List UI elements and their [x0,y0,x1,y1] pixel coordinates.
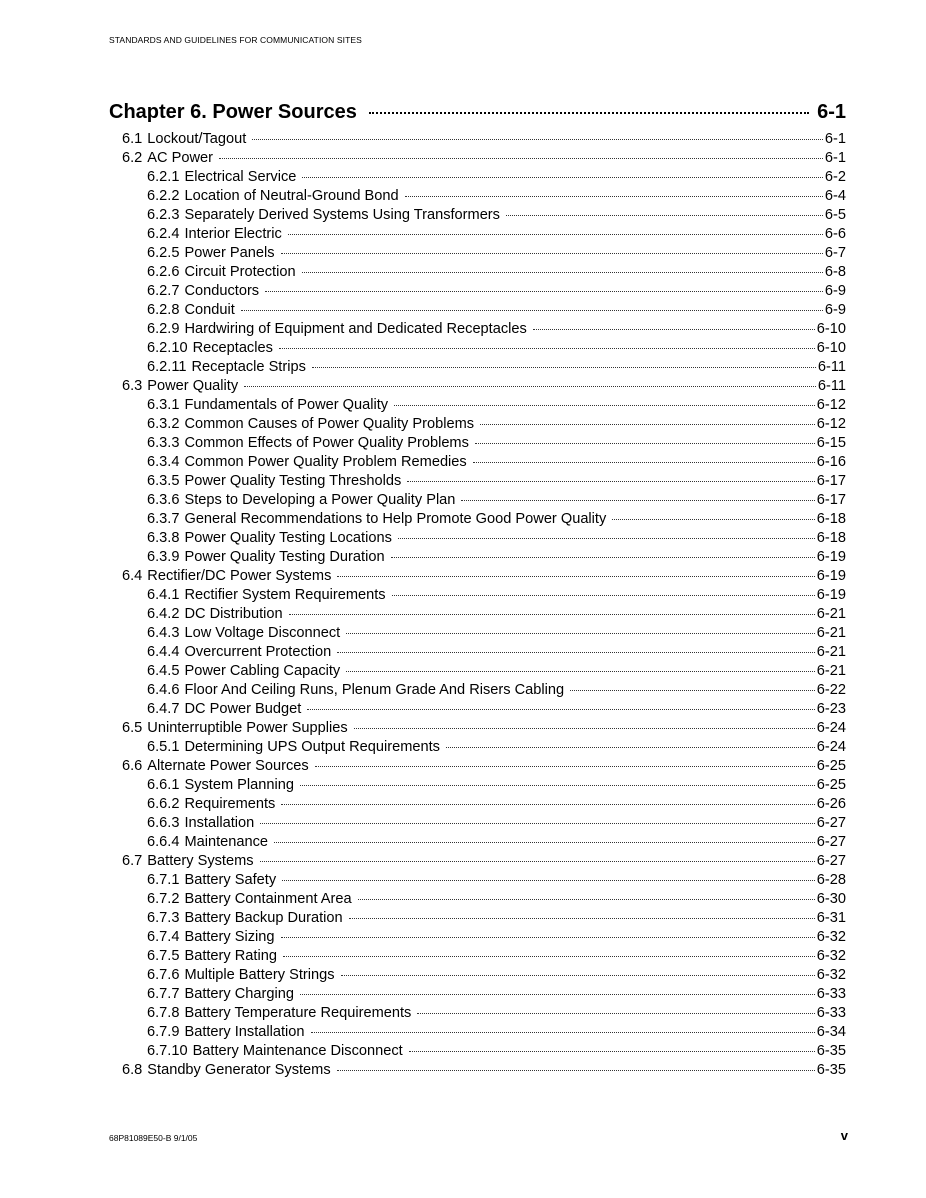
toc-entry-number: 6.8 [122,1062,143,1078]
dot-leader [281,252,823,254]
dot-leader [302,271,823,273]
toc-entry-title: Battery Safety [184,872,277,888]
toc-entry[interactable] [147,833,846,852]
toc-entry-number: 6.4.5 [147,663,180,679]
toc-entry-title: Battery Backup Duration [184,910,343,926]
toc-entry-number: 6.4.2 [147,606,180,622]
toc-entry-page: 6-9 [824,283,846,299]
toc-entry-title: Multiple Battery Strings [184,967,335,983]
toc-entry[interactable] [147,434,846,453]
dot-leader [417,1012,814,1014]
toc-entry[interactable] [147,776,846,795]
toc-entry-title: Common Power Quality Problem Remedies [184,454,467,470]
toc-entry-title: Overcurrent Protection [184,644,332,660]
toc-entry-number: 6.2.10 [147,340,188,356]
dot-leader [311,1031,815,1033]
toc-entry-number: 6.4 [122,568,143,584]
toc-entry-page: 6-32 [816,948,846,964]
toc-entry[interactable] [147,624,846,643]
dot-leader [219,157,823,159]
toc-entry-page: 6-7 [824,245,846,261]
toc-entry-page: 6-35 [816,1043,846,1059]
toc-entry-number: 6.7.6 [147,967,180,983]
toc-entry-page: 6-9 [824,302,846,318]
toc-entry-page: 6-32 [816,929,846,945]
toc-entry-title: Conduit [184,302,235,318]
toc-entry[interactable] [147,453,846,472]
toc-entry-page: 6-25 [816,777,846,793]
toc-entry-number: 6.7.8 [147,1005,180,1021]
toc-entry-page: 6-2 [824,169,846,185]
toc-entry-number: 6.7.9 [147,1024,180,1040]
toc-entry-number: 6.2.9 [147,321,180,337]
toc-entry-title: Battery Installation [184,1024,305,1040]
toc-entry-page: 6-1 [824,131,846,147]
toc-entry-page: 6-22 [816,682,846,698]
toc-entry-title: Power Panels [184,245,275,261]
dot-leader [244,385,816,387]
toc-entry-number: 6.3 [122,378,143,394]
toc-entry-title: Electrical Service [184,169,297,185]
toc-entry-page: 6-17 [816,492,846,508]
dot-leader [369,111,809,114]
toc-entry-number: 6.7.4 [147,929,180,945]
toc-entry-number: 6.3.3 [147,435,180,451]
toc-entry-page: 6-28 [816,872,846,888]
toc-entry-page: 6-19 [816,568,846,584]
dot-leader [281,803,814,805]
dot-leader [312,366,816,368]
toc-entry-title: Common Causes of Power Quality Problems [184,416,475,432]
toc-entry-number: 6.2.11 [147,359,187,375]
toc-entry-title: Alternate Power Sources [147,758,309,774]
toc-entry-number: 6.6.2 [147,796,180,812]
toc-entry-title: System Planning [184,777,294,793]
toc-entry[interactable] [122,130,846,149]
toc-entry-page: 6-8 [824,264,846,280]
dot-leader [473,461,815,463]
toc-entry-title: AC Power [147,150,213,166]
toc-entry[interactable] [147,681,846,700]
toc-entry-page: 6-27 [816,815,846,831]
dot-leader [391,556,815,558]
toc-entry-page: 6-35 [816,1062,846,1078]
dot-leader [302,176,823,178]
toc-entry-page: 6-19 [816,549,846,565]
toc-entry-page: 6-11 [817,378,846,394]
dot-leader [260,822,815,824]
toc-entry-page: 6-33 [816,1005,846,1021]
dot-leader [405,195,823,197]
dot-leader [533,328,815,330]
chapter-page: 6-1 [817,101,846,123]
toc-entry-number: 6.5.1 [147,739,180,755]
toc-entry-title: Separately Derived Systems Using Transformers [184,207,500,223]
running-header: STANDARDS AND GUIDELINES FOR COMMUNICATION SITES [109,35,362,45]
toc-entry[interactable] [147,472,846,491]
toc-entry-page: 6-34 [816,1024,846,1040]
toc-entry-number: 6.2.3 [147,207,180,223]
toc-entry[interactable] [147,738,846,757]
toc-entry-title: Standby Generator Systems [147,1062,331,1078]
toc-entry[interactable] [147,187,846,206]
toc-entry[interactable] [122,377,846,396]
dot-leader [337,575,814,577]
toc-entry-page: 6-6 [824,226,846,242]
toc-entry[interactable] [122,852,846,871]
toc-entry[interactable] [147,966,846,985]
toc-entry[interactable] [147,320,846,339]
toc-entry[interactable] [147,586,846,605]
dot-leader [337,651,815,653]
toc-entry[interactable] [147,890,846,909]
toc-entry-title: Battery Rating [184,948,277,964]
toc-entry[interactable] [147,510,846,529]
toc-entry-page: 6-10 [816,340,846,356]
toc-entry-number: 6.7.5 [147,948,180,964]
toc-entry-number: 6.3.2 [147,416,180,432]
toc-entry-title: Low Voltage Disconnect [184,625,341,641]
toc-entry[interactable] [147,795,846,814]
toc-entry-page: 6-27 [816,834,846,850]
toc-entry-page: 6-32 [816,967,846,983]
toc-entry-title: Battery Charging [184,986,294,1002]
toc-entry-number: 6.3.4 [147,454,180,470]
toc-entry-page: 6-24 [816,739,846,755]
toc-entry-page: 6-21 [816,606,846,622]
toc-entry[interactable] [147,168,846,187]
toc-entry-page: 6-18 [816,530,846,546]
toc-entry-number: 6.2.6 [147,264,180,280]
dot-leader [283,955,815,957]
toc-entry-number: 6.3.9 [147,549,180,565]
toc-entry-title: Lockout/Tagout [147,131,247,147]
toc-entry-number: 6.3.5 [147,473,180,489]
toc-entry-page: 6-21 [816,625,846,641]
toc-entry-page: 6-19 [816,587,846,603]
toc-entry-title: Battery Sizing [184,929,275,945]
toc-entry-title: Power Quality Testing Duration [184,549,385,565]
toc-entry-number: 6.6.1 [147,777,180,793]
toc-entry-page: 6-21 [816,644,846,660]
toc-entry-page: 6-15 [816,435,846,451]
chapter-title: Chapter 6. Power Sources [109,101,357,123]
toc-entry-page: 6-5 [824,207,846,223]
toc-entry[interactable] [147,605,846,624]
toc-entry-title: DC Power Budget [184,701,302,717]
toc-entry[interactable] [147,909,846,928]
toc-entry-page: 6-16 [816,454,846,470]
toc-entry-title: Circuit Protection [184,264,296,280]
toc-entry-page: 6-30 [816,891,846,907]
toc-entry-title: Determining UPS Output Requirements [184,739,440,755]
toc-entry-number: 6.3.8 [147,530,180,546]
toc-entry-number: 6.2.1 [147,169,180,185]
toc-entry[interactable] [147,358,846,377]
toc-entry-title: Interior Electric [184,226,282,242]
toc-entry-page: 6-27 [816,853,846,869]
toc-entry[interactable] [122,567,846,586]
toc-entry-title: Power Quality Testing Locations [184,530,392,546]
toc-entry-title: Floor And Ceiling Runs, Plenum Grade And Risers Cabling [184,682,565,698]
toc-entry[interactable] [122,757,846,776]
toc-entry-page: 6-12 [816,397,846,413]
toc-entry-number: 6.2 [122,150,143,166]
toc-entry-number: 6.2.2 [147,188,180,204]
toc-entry-title: Power Quality Testing Thresholds [184,473,402,489]
dot-leader [349,917,815,919]
dot-leader [315,765,815,767]
toc-entry-title: Fundamentals of Power Quality [184,397,389,413]
toc-entry[interactable] [147,301,846,320]
dot-leader [392,594,815,596]
toc-entry-title: Battery Maintenance Disconnect [192,1043,403,1059]
toc-entry-title: Common Effects of Power Quality Problems [184,435,469,451]
dot-leader [282,879,815,881]
toc-entry-title: Conductors [184,283,260,299]
toc-entry[interactable] [147,643,846,662]
toc-entry[interactable] [147,1023,846,1042]
toc-entry-number: 6.7.2 [147,891,180,907]
toc-entry-page: 6-10 [816,321,846,337]
dot-leader [337,1069,815,1071]
toc-entry-number: 6.7.3 [147,910,180,926]
toc-entry[interactable] [147,529,846,548]
toc-entry-page: 6-33 [816,986,846,1002]
toc-entry[interactable] [147,662,846,681]
toc-entry[interactable] [147,263,846,282]
toc-entry-page: 6-21 [816,663,846,679]
dot-leader [289,613,815,615]
toc-entry[interactable] [147,814,846,833]
toc-entry-number: 6.4.7 [147,701,180,717]
toc-entry[interactable] [147,339,846,358]
dot-leader [354,727,815,729]
page-number: v [840,1128,848,1143]
toc-entry-number: 6.6.3 [147,815,180,831]
toc-entry-page: 6-1 [824,150,846,166]
toc-entry[interactable] [147,225,846,244]
dot-leader [281,936,815,938]
toc-entry-number: 6.1 [122,131,143,147]
dot-leader [461,499,814,501]
dot-leader [274,841,815,843]
dot-leader [446,746,815,748]
dot-leader [398,537,815,539]
toc-entry-title: Battery Temperature Requirements [184,1005,412,1021]
toc-entry[interactable] [122,149,846,168]
toc-entry[interactable] [147,1004,846,1023]
dot-leader [407,480,814,482]
toc-entry-number: 6.3.1 [147,397,180,413]
toc-entry-page: 6-23 [816,701,846,717]
dot-leader [475,442,815,444]
toc-entry-title: Battery Systems [147,853,254,869]
toc-entry-number: 6.3.6 [147,492,180,508]
toc-entry-title: Rectifier/DC Power Systems [147,568,332,584]
dot-leader [612,518,815,520]
toc-entry-number: 6.7.7 [147,986,180,1002]
toc-entry-number: 6.2.5 [147,245,180,261]
toc-entry-number: 6.4.3 [147,625,180,641]
toc-entry-page: 6-17 [816,473,846,489]
toc-entry[interactable] [147,415,846,434]
toc-entry-page: 6-4 [824,188,846,204]
toc-entry-number: 6.7.1 [147,872,180,888]
toc-entry-title: Rectifier System Requirements [184,587,386,603]
toc-entry-number: 6.2.4 [147,226,180,242]
toc-entry-number: 6.2.8 [147,302,180,318]
toc-entry-title: DC Distribution [184,606,283,622]
toc-entry-number: 6.6 [122,758,143,774]
toc-entry-page: 6-11 [817,359,846,375]
toc-entry-number: 6.4.4 [147,644,180,660]
toc-entry[interactable] [147,491,846,510]
toc-entry[interactable] [147,700,846,719]
toc-entry[interactable] [147,947,846,966]
toc-entry-number: 6.6.4 [147,834,180,850]
dot-leader [260,860,815,862]
toc-entry-page: 6-12 [816,416,846,432]
toc-entry-number: 6.7 [122,853,143,869]
dot-leader [358,898,815,900]
document-id: 68P81089E50-B 9/1/05 [109,1133,198,1143]
dot-leader [300,993,815,995]
toc-entry[interactable] [147,244,846,263]
dot-leader [300,784,815,786]
dot-leader [279,347,815,349]
toc-entry-title: Receptacles [192,340,273,356]
toc-entry-title: Maintenance [184,834,269,850]
toc-entry-title: Battery Containment Area [184,891,352,907]
toc-entry-page: 6-18 [816,511,846,527]
dot-leader [409,1050,815,1052]
toc-entry[interactable] [147,1042,846,1061]
toc-entry-number: 6.4.6 [147,682,180,698]
dot-leader [394,404,815,406]
toc-entry-title: Steps to Developing a Power Quality Plan [184,492,456,508]
dot-leader [241,309,823,311]
dot-leader [288,233,823,235]
toc-entry-number: 6.5 [122,720,143,736]
toc-entry[interactable] [147,282,846,301]
toc-entry-title: Hardwiring of Equipment and Dedicated Receptacles [184,321,527,337]
dot-leader [252,138,823,140]
toc-entry-title: Receptacle Strips [191,359,306,375]
toc-entry[interactable] [122,719,846,738]
toc-entry-page: 6-26 [816,796,846,812]
toc-entry[interactable] [147,548,846,567]
chapter-heading[interactable] [109,101,846,131]
dot-leader [265,290,823,292]
toc-entry-page: 6-25 [816,758,846,774]
toc-entry[interactable] [147,396,846,415]
toc-entry-title: Uninterruptible Power Supplies [147,720,348,736]
toc-entry[interactable] [122,1061,846,1080]
dot-leader [506,214,823,216]
toc-entry-number: 6.4.1 [147,587,180,603]
toc-entry-title: Power Quality [147,378,239,394]
toc-entry-title: General Recommendations to Help Promote Good Power Quality [184,511,607,527]
toc-entry-number: 6.2.7 [147,283,180,299]
toc-entry[interactable] [147,206,846,225]
toc-entry[interactable] [147,985,846,1004]
toc-entry-number: 6.7.10 [147,1043,188,1059]
dot-leader [307,708,815,710]
toc-entry-title: Installation [184,815,255,831]
dot-leader [570,689,815,691]
toc-entry-title: Power Cabling Capacity [184,663,341,679]
toc-entry-page: 6-31 [816,910,846,926]
dot-leader [346,632,815,634]
toc-entry[interactable] [147,928,846,947]
toc-entry[interactable] [147,871,846,890]
toc-entry-page: 6-24 [816,720,846,736]
toc-entry-title: Requirements [184,796,276,812]
toc-entry-number: 6.3.7 [147,511,180,527]
dot-leader [480,423,815,425]
toc-entry-title: Location of Neutral-Ground Bond [184,188,399,204]
dot-leader [346,670,815,672]
dot-leader [341,974,815,976]
